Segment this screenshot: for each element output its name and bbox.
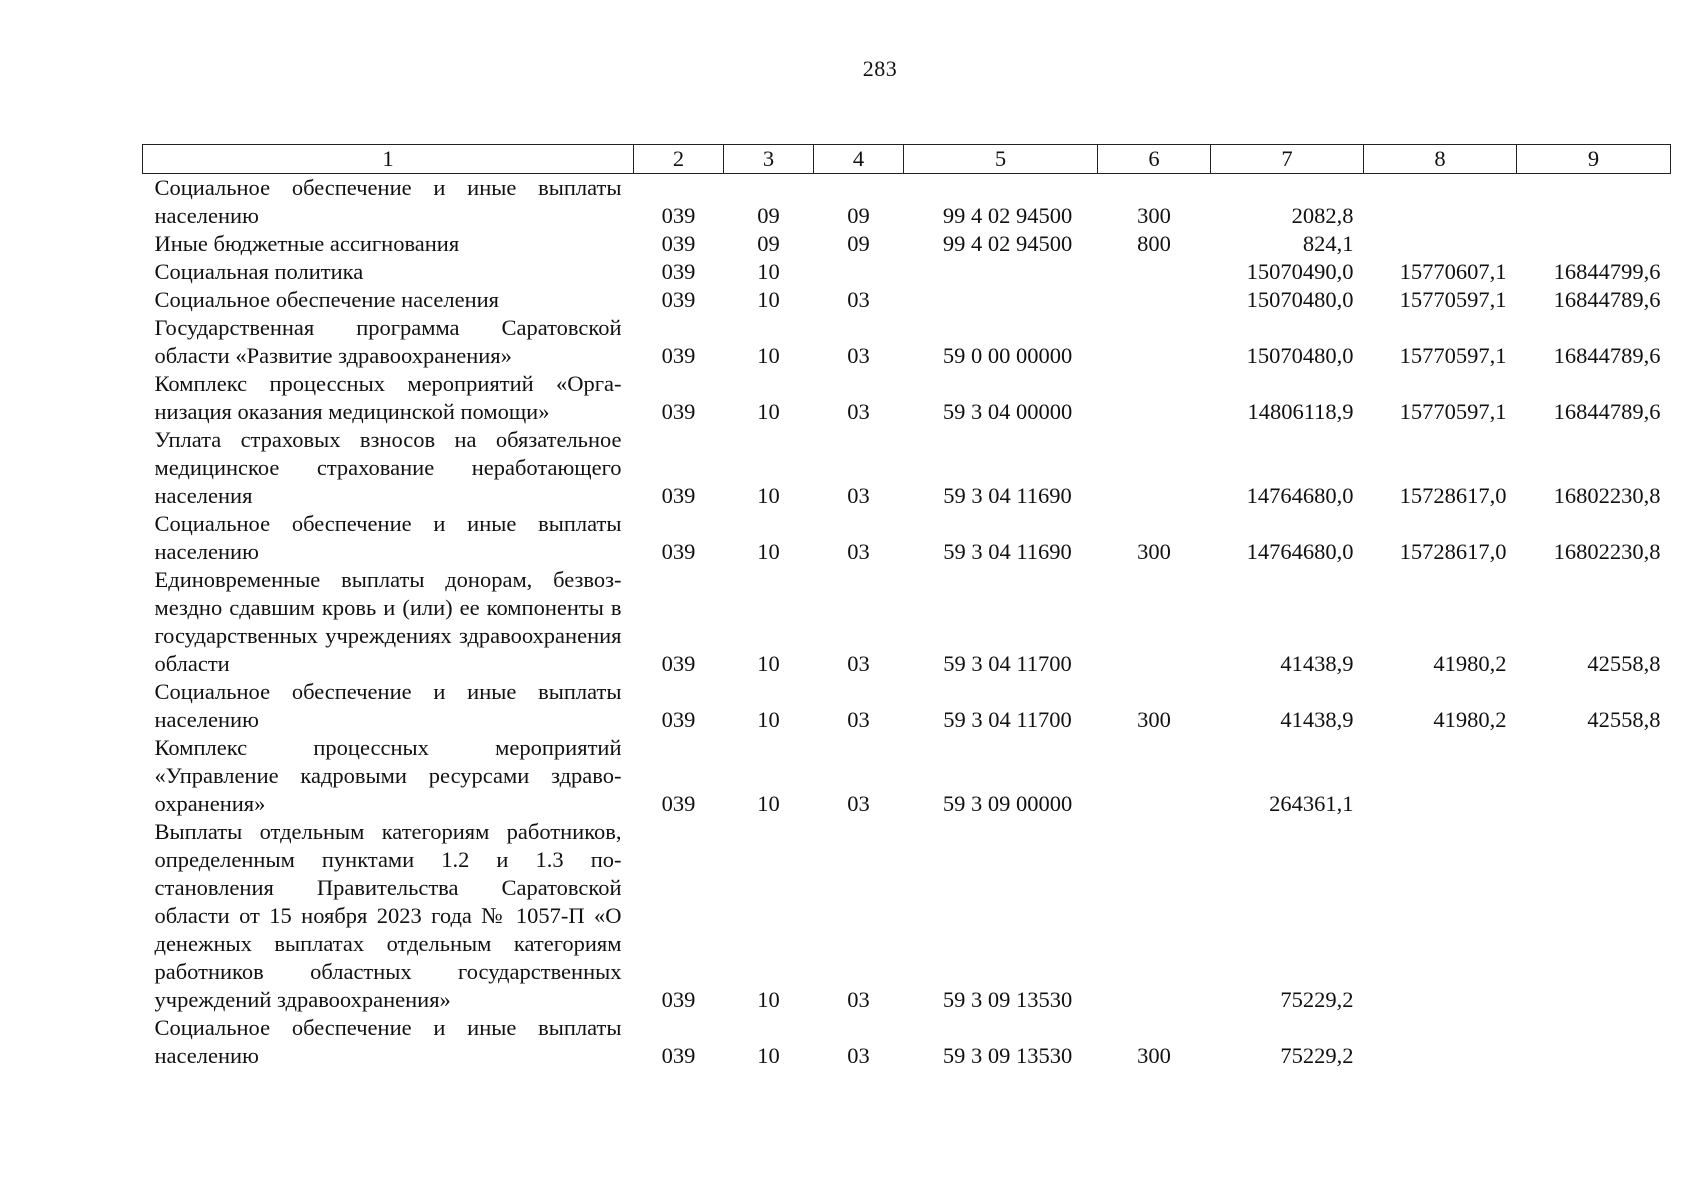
row-expense-type — [1098, 258, 1211, 286]
row-subsection: 03 — [847, 399, 870, 424]
header-cell-9: 9 — [1517, 145, 1671, 174]
row-section: 10 — [757, 259, 780, 284]
row-amount-col7: 41438,9 — [1280, 651, 1354, 676]
row-amount-col8 — [1364, 230, 1517, 258]
row-admin-code: 039 — [661, 399, 696, 424]
row-admin-code: 039 — [661, 287, 696, 312]
row-amount-col7: 41438,9 — [1280, 707, 1354, 732]
table-row — [143, 1014, 1671, 1070]
row-amount-col9 — [1517, 818, 1671, 1014]
row-admin-code: 039 — [661, 343, 696, 368]
row-amount-col7: 824,1 — [1302, 231, 1354, 256]
row-subsection: 03 — [847, 483, 870, 508]
row-amount-col7: 264361,1 — [1269, 791, 1354, 816]
row-target-article: 59 3 04 11700 — [943, 651, 1072, 676]
row-amount-col7: 15070480,0 — [1246, 287, 1354, 312]
row-amount-col7: 15070480,0 — [1246, 343, 1354, 368]
row-amount-col9 — [1517, 174, 1671, 231]
table-row — [143, 370, 1671, 426]
row-section: 10 — [757, 707, 780, 732]
page-number: 283 — [862, 56, 898, 81]
header-cell-6: 6 — [1098, 145, 1211, 174]
row-section: 10 — [757, 539, 780, 564]
row-admin-code: 039 — [661, 539, 696, 564]
row-target-article: 59 0 00 00000 — [942, 343, 1073, 368]
table-row — [143, 678, 1671, 734]
header-cell-5: 5 — [904, 145, 1098, 174]
row-expense-type: 300 — [1137, 1043, 1171, 1068]
row-subsection: 09 — [847, 203, 870, 228]
row-amount-col8: 15770597,1 — [1399, 399, 1507, 424]
row-name: Выплаты отдельным категориям работников, определенным пунктами 1.2 и 1.3 постановления Правительства Саратовской области от 15 ноября 2023 года № 1057-П «О денежных выплатах отдельным категориям работников областных государственных учреждений здравоохранения» — [154, 819, 622, 1012]
row-target-article — [904, 286, 1098, 314]
row-amount-col8: 15770607,1 — [1399, 259, 1507, 284]
row-section: 10 — [757, 483, 780, 508]
row-section: 09 — [757, 203, 780, 228]
row-admin-code: 039 — [661, 651, 696, 676]
row-section: 10 — [757, 1043, 780, 1068]
row-name: Комплекс процессных мероприятий «Организация оказания медицинской помощи» — [154, 371, 622, 424]
row-section: 10 — [757, 791, 780, 816]
row-amount-col7: 14806118,9 — [1247, 399, 1354, 424]
row-target-article: 59 3 04 11690 — [943, 483, 1072, 508]
row-name: Социальное обеспечение и иные выплаты населению — [154, 175, 622, 228]
row-amount-col9 — [1517, 1014, 1671, 1070]
row-admin-code: 039 — [661, 483, 696, 508]
row-target-article — [904, 258, 1098, 286]
row-subsection: 03 — [847, 651, 870, 676]
row-section: 10 — [757, 343, 780, 368]
table-row — [143, 426, 1671, 510]
row-target-article: 59 3 09 13530 — [942, 1043, 1073, 1068]
table-row — [143, 566, 1671, 678]
row-admin-code: 039 — [661, 259, 696, 284]
row-amount-col9: 16802230,8 — [1553, 483, 1661, 508]
row-expense-type — [1098, 286, 1211, 314]
row-expense-type: 300 — [1137, 707, 1171, 732]
row-amount-col7: 75229,2 — [1280, 987, 1354, 1012]
row-name: Государственная программа Саратовской области «Развитие здравоохранения» — [154, 315, 622, 368]
row-admin-code: 039 — [661, 791, 696, 816]
row-amount-col9: 16844789,6 — [1553, 399, 1661, 424]
row-section: 10 — [757, 987, 780, 1012]
row-section: 09 — [757, 231, 780, 256]
row-amount-col9: 16802230,8 — [1553, 539, 1661, 564]
row-expense-type — [1098, 370, 1211, 426]
table-row — [143, 230, 1671, 258]
row-name: Социальное обеспечение населения — [154, 287, 500, 312]
header-cell-7: 7 — [1211, 145, 1364, 174]
row-name: Комплекс процессных мероприятий «Управление кадровыми ресурсами здравоохранения» — [154, 735, 622, 816]
row-amount-col9 — [1517, 734, 1671, 818]
budget-table — [142, 144, 1671, 1070]
row-subsection: 03 — [847, 791, 870, 816]
header-cell-8: 8 — [1364, 145, 1517, 174]
row-amount-col9 — [1517, 230, 1671, 258]
table-row — [143, 734, 1671, 818]
row-amount-col9: 16844789,6 — [1553, 343, 1661, 368]
row-expense-type: 300 — [1137, 203, 1171, 228]
table-row — [143, 174, 1671, 231]
row-amount-col8: 41980,2 — [1433, 651, 1507, 676]
row-expense-type — [1098, 426, 1211, 510]
row-subsection: 03 — [847, 1043, 870, 1068]
table-header — [143, 145, 1671, 174]
row-amount-col9: 42558,8 — [1587, 651, 1661, 676]
row-target-article: 59 3 04 11690 — [943, 539, 1072, 564]
row-subsection — [814, 258, 904, 286]
row-subsection: 03 — [847, 987, 870, 1012]
row-admin-code: 039 — [661, 1043, 696, 1068]
row-expense-type — [1098, 818, 1211, 1014]
row-subsection: 09 — [847, 231, 870, 256]
row-amount-col7: 75229,2 — [1280, 1043, 1354, 1068]
header-cell-3: 3 — [724, 145, 814, 174]
row-admin-code: 039 — [661, 707, 696, 732]
row-expense-type — [1098, 566, 1211, 678]
row-amount-col8: 41980,2 — [1433, 707, 1507, 732]
row-target-article: 59 3 04 00000 — [942, 399, 1073, 424]
header-cell-4: 4 — [814, 145, 904, 174]
row-amount-col9: 16844789,6 — [1553, 287, 1661, 312]
row-target-article: 59 3 09 00000 — [942, 791, 1073, 816]
table-body — [143, 174, 1671, 1071]
row-admin-code: 039 — [661, 203, 696, 228]
row-amount-col8: 15728617,0 — [1399, 539, 1507, 564]
row-amount-col9: 16844799,6 — [1553, 259, 1661, 284]
row-expense-type — [1098, 314, 1211, 370]
row-amount-col7: 15070490,0 — [1246, 259, 1354, 284]
table-row — [143, 286, 1671, 314]
row-name: Уплата страховых взносов на обязательное медицинское страхование неработающего населения — [154, 427, 622, 508]
row-expense-type: 300 — [1137, 539, 1171, 564]
row-expense-type — [1098, 734, 1211, 818]
row-name: Социальное обеспечение и иные выплаты населению — [154, 1015, 622, 1068]
row-amount-col8 — [1364, 734, 1517, 818]
table-row — [143, 258, 1671, 286]
row-name: Социальное обеспечение и иные выплаты населению — [154, 511, 622, 564]
row-target-article: 99 4 02 94500 — [942, 203, 1073, 228]
row-section: 10 — [757, 651, 780, 676]
row-amount-col8 — [1364, 1014, 1517, 1070]
row-subsection: 03 — [847, 539, 870, 564]
header-cell-2: 2 — [634, 145, 724, 174]
row-amount-col9: 42558,8 — [1587, 707, 1661, 732]
row-target-article: 59 3 04 11700 — [943, 707, 1072, 732]
row-amount-col8: 15728617,0 — [1399, 483, 1507, 508]
row-admin-code: 039 — [661, 987, 696, 1012]
row-admin-code: 039 — [661, 231, 696, 256]
row-name: Единовременные выплаты донорам, безвозмездно сдавшим кровь и (или) ее компоненты в государственных учреждениях здравоохранения области — [154, 567, 622, 676]
row-amount-col7: 14764680,0 — [1246, 539, 1354, 564]
row-name: Социальная политика — [154, 259, 364, 284]
row-subsection: 03 — [847, 287, 870, 312]
table-row — [143, 314, 1671, 370]
row-target-article: 59 3 09 13530 — [942, 987, 1073, 1012]
row-name: Иные бюджетные ассигнования — [154, 231, 460, 256]
row-amount-col8: 15770597,1 — [1399, 343, 1507, 368]
row-amount-col8 — [1364, 818, 1517, 1014]
row-amount-col8: 15770597,1 — [1399, 287, 1507, 312]
row-subsection: 03 — [847, 707, 870, 732]
table-row — [143, 818, 1671, 1014]
row-section: 10 — [757, 399, 780, 424]
row-amount-col8 — [1364, 174, 1517, 231]
row-amount-col7: 14764680,0 — [1246, 483, 1354, 508]
row-name: Социальное обеспечение и иные выплаты населению — [154, 679, 622, 732]
table-row — [143, 510, 1671, 566]
header-row — [143, 145, 1671, 174]
header-cell-1: 1 — [143, 145, 634, 174]
row-target-article: 99 4 02 94500 — [942, 231, 1073, 256]
row-subsection: 03 — [847, 343, 870, 368]
row-section: 10 — [757, 287, 780, 312]
row-amount-col7: 2082,8 — [1291, 203, 1354, 228]
row-expense-type: 800 — [1137, 231, 1171, 256]
